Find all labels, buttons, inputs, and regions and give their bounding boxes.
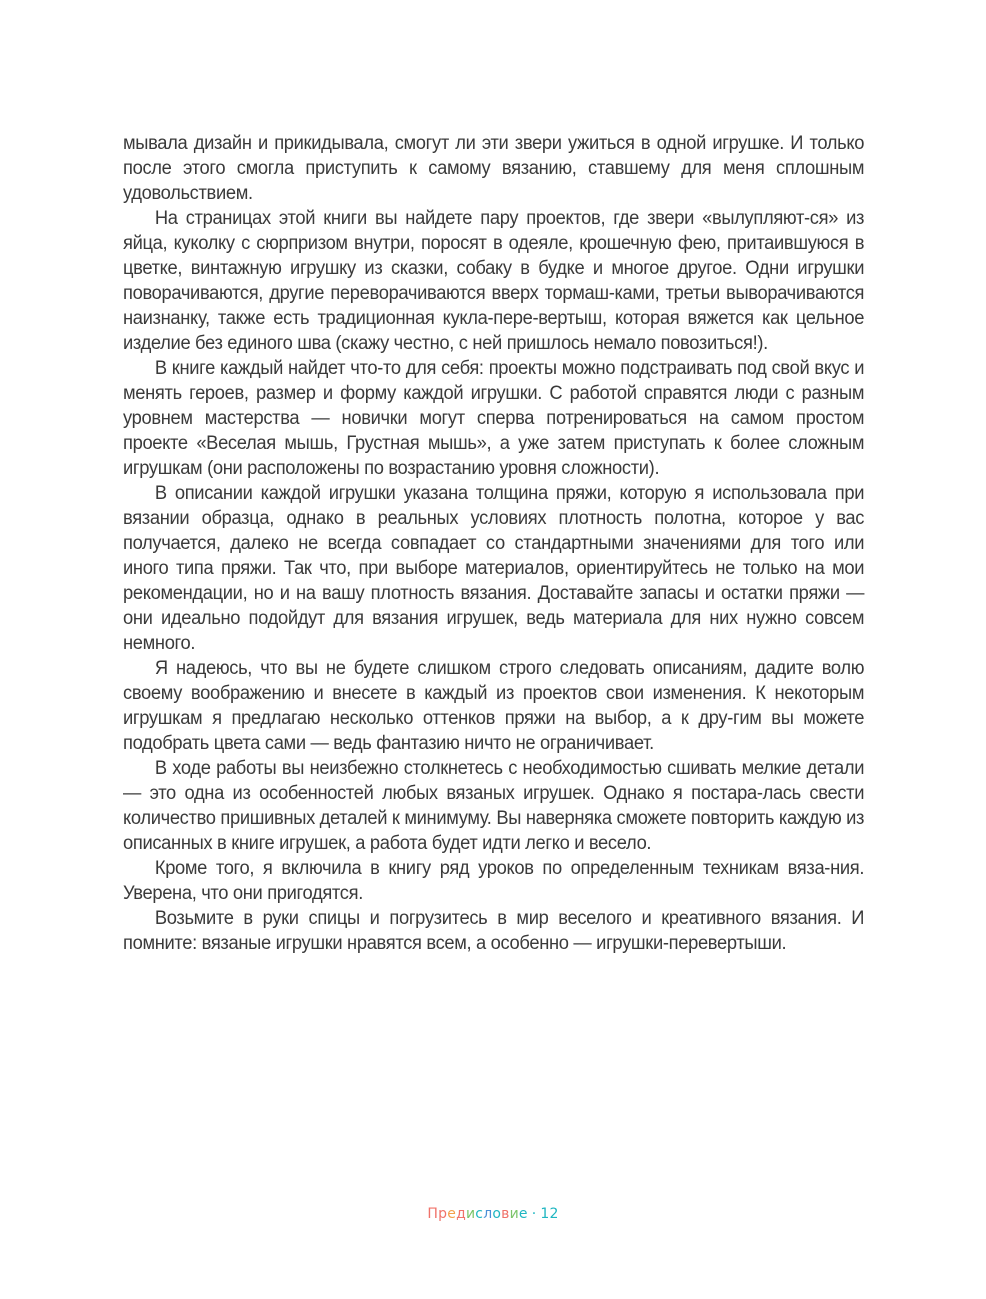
- section-title-letter: и: [465, 1206, 476, 1222]
- section-title-letter: е: [447, 1206, 457, 1222]
- section-title-letter: о: [492, 1206, 502, 1222]
- section-title-letter: р: [438, 1206, 448, 1222]
- page-body: [123, 131, 864, 956]
- section-title-letter: в: [501, 1206, 510, 1222]
- paragraph: В описании каждой игрушки указана толщина пряжи, которую я использовала при вязании образца, однако в реальных условиях плотность полотна, которое у вас получается, далеко не всегда совпадает со стандартными значениями для того или иного типа пряжи. Так что, при выборе материалов, ориентируйтесь не только на мои рекомендации, но и на вашу плотность вязания. Доставайте запасы и остатки пряжи — они идеально подойдут для вязания игрушек, ведь материала для них нужно совсем немного.: [123, 483, 865, 654]
- section-title-letter: П: [427, 1206, 439, 1222]
- page-footer: [0, 1206, 986, 1222]
- paragraph: В книге каждый найдет что-то для себя: проекты можно подстраивать под свой вкус и менять героев, размер и форму каждой игрушки. С работой справятся люди с разным уровнем мастерства — новички могут сперва потренироваться на самом простом проекте «Веселая мышь, Грустная мышь», а уже затем приступать к более сложным игрушкам (они расположены по возрастанию уровня сложности).: [123, 358, 865, 479]
- paragraph: Я надеюсь, что вы не будете слишком строго следовать описаниям, дадите волю своему воображению и внесете в каждый из проектов свои изменения. К некоторым игрушкам я предлагаю несколько оттенков пряжи на выбор, а к дру-гим вы можете подобрать цвета сами — ведь фантазию ничто не ограничивает.: [123, 658, 865, 754]
- paragraph: мывала дизайн и прикидывала, смогут ли эти звери ужиться в одной игрушке. И только после этого смогла приступить к самому вязанию, ставшему для меня сплошным удовольствием.: [123, 133, 865, 204]
- section-title-letter: д: [456, 1206, 466, 1222]
- paragraph: Кроме того, я включила в книгу ряд уроков по определенным техникам вяза-ния. Уверена, что они пригодятся.: [123, 858, 865, 904]
- section-title-letter: и: [509, 1206, 519, 1222]
- section-title-letter: е: [518, 1206, 528, 1222]
- page-number: 12: [540, 1206, 559, 1222]
- section-title: [427, 1206, 527, 1222]
- footer-separator: ·: [531, 1206, 537, 1222]
- section-title-letter: л: [483, 1206, 493, 1222]
- paragraph: На страницах этой книги вы найдете пару проектов, где звери «вылупляют-ся» из яйца, куколку с сюрпризом внутри, поросят в одеяле, крошечную фею, притаившуюся в цветке, винтажную игрушку из сказки, собаку в будке и многое другое. Одни игрушки поворачиваются, другие переворачиваются вверх тормаш-ками, третьи выворачиваются наизнанку, также есть традиционная кукла-пере-вертыш, которая вяжется как цельное изделие без единого шва (скажу честно, с ней пришлось немало повозиться!).: [123, 208, 865, 354]
- paragraph: В ходе работы вы неизбежно столкнетесь с необходимостью сшивать мелкие детали — это одна из особенностей любых вязаных игрушек. Однако я постара-лась свести количество пришивных деталей к минимуму. Вы наверняка сможете повторить каждую из описанных в книге игрушек, а работа будет идти легко и весело.: [123, 758, 865, 854]
- paragraph: Возьмите в руки спицы и погрузитесь в мир веселого и креативного вязания. И помните: вязаные игрушки нравятся всем, а особенно — игрушки-перевертыши.: [123, 908, 865, 954]
- section-title-letter: с: [475, 1206, 484, 1222]
